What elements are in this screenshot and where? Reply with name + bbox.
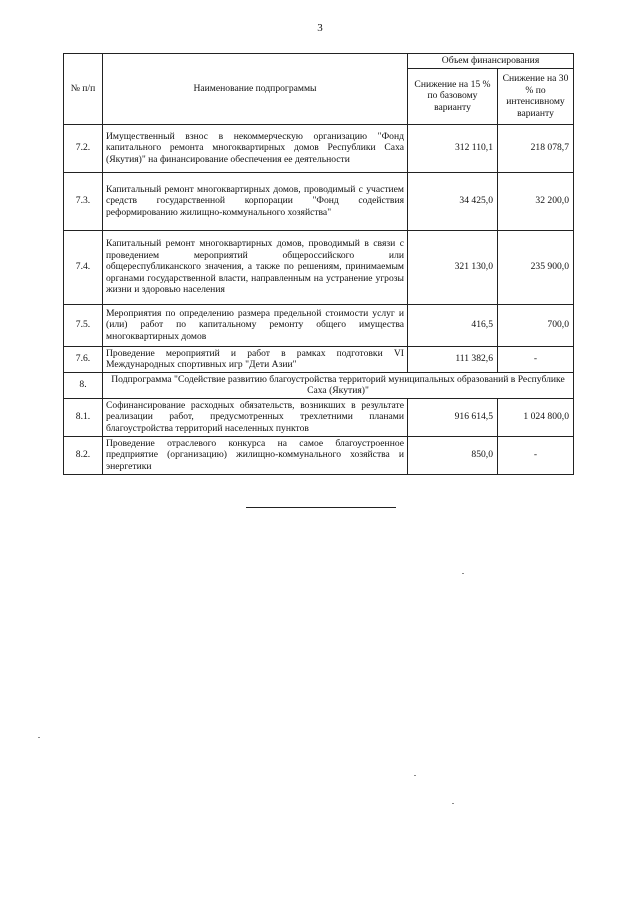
row-value-15: 34 425,0 [408, 172, 498, 230]
row-num: 7.3. [64, 172, 103, 230]
row-name: Капитальный ремонт многоквартирных домов, проводимый с участием средств государственной корпорации "Фонд содействия реформированию жилищно-коммунального хозяйства" [103, 172, 408, 230]
subprogram-row [64, 372, 574, 398]
scan-speck [38, 737, 40, 738]
row-value-15: 312 110,1 [408, 124, 498, 172]
scan-speck [414, 775, 416, 776]
header-num: № п/п [64, 54, 103, 125]
row-value-30: - [498, 436, 574, 474]
row-value-15: 916 614,5 [408, 398, 498, 436]
scan-speck [452, 803, 454, 804]
separator-line [246, 507, 396, 508]
row-num: 7.2. [64, 124, 103, 172]
row-value-30: 32 200,0 [498, 172, 574, 230]
row-name: Капитальный ремонт многоквартирных домов, проводимый в связи с проведением мероприятий общероссийского или общереспубликанского значения, а также по решениям, принимаемым органами государственной власти, направленным на устранение угрозы жизни и здоровью населения [103, 230, 408, 304]
subprogram-title: Подпрограмма "Содействие развитию благоустройства территорий муниципальных образований в Республике Саха (Якутия)" [103, 372, 574, 398]
row-value-15: 416,5 [408, 304, 498, 346]
row-value-15: 850,0 [408, 436, 498, 474]
row-num: 8.1. [64, 398, 103, 436]
row-value-30: 700,0 [498, 304, 574, 346]
scan-speck [462, 573, 464, 574]
row-name: Софинансирование расходных обязательств, возникших в результате реализации работ, предусмотренных трехлетними планами благоустройства территорий населенных пунктов [103, 398, 408, 436]
header-financing-volume: Объем финансирования [408, 54, 574, 69]
row-name: Мероприятия по определению размера предельной стоимости услуг и (или) работ по капитальному ремонту общего имущества многоквартирных домов [103, 304, 408, 346]
row-name: Имущественный взнос в некоммерческую организацию "Фонд капитального ремонта многоквартирных домов Республики Саха (Якутия)" на финансирование обеспечения ее деятельности [103, 124, 408, 172]
row-num: 7.5. [64, 304, 103, 346]
table-row [64, 172, 574, 230]
page-number: 3 [317, 22, 323, 34]
row-name: Проведение отраслевого конкурса на самое благоустроенное предприятие (организацию) жилищно-коммунального хозяйства и энергетики [103, 436, 408, 474]
row-value-30: 235 900,0 [498, 230, 574, 304]
row-num: 7.4. [64, 230, 103, 304]
row-num: 8.2. [64, 436, 103, 474]
table-row [64, 346, 574, 372]
subprogram-num: 8. [64, 372, 103, 398]
row-value-30: 1 024 800,0 [498, 398, 574, 436]
row-name: Проведение мероприятий и работ в рамках подготовки VI Международных спортивных игр "Дети Азии" [103, 346, 408, 372]
row-value-15: 321 130,0 [408, 230, 498, 304]
header-reduction-15: Снижение на 15 % по базовому варианту [408, 68, 498, 124]
financing-table [63, 53, 574, 475]
row-num: 7.6. [64, 346, 103, 372]
table-row [64, 436, 574, 474]
row-value-30: 218 078,7 [498, 124, 574, 172]
table-row [64, 124, 574, 172]
header-reduction-30: Снижение на 30 % по интенсивному варианту [498, 68, 574, 124]
table-row [64, 230, 574, 304]
table-row [64, 398, 574, 436]
table-row [64, 304, 574, 346]
header-name: Наименование подпрограммы [103, 54, 408, 125]
row-value-30: - [498, 346, 574, 372]
row-value-15: 111 382,6 [408, 346, 498, 372]
